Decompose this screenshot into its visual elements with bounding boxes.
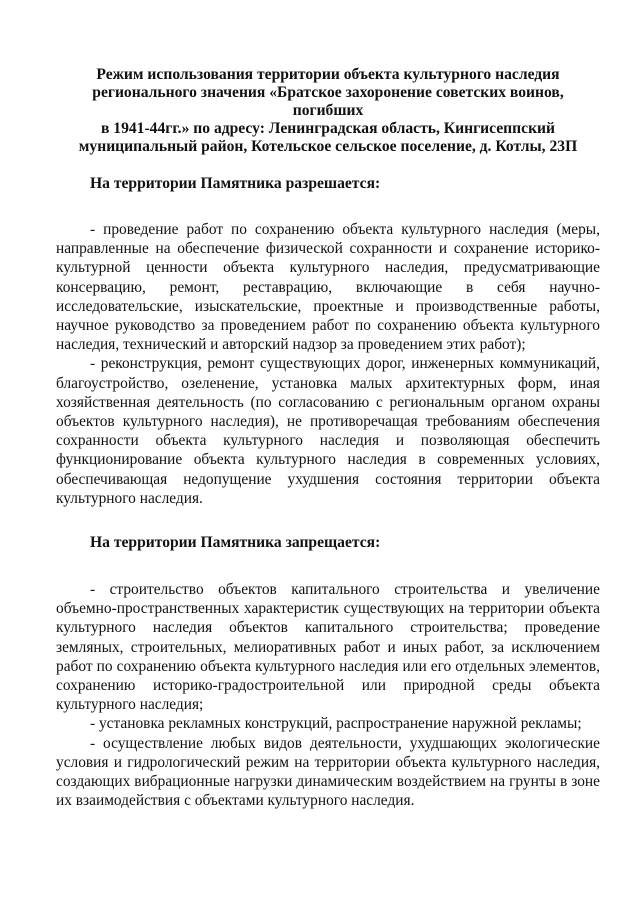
document-title [56, 66, 600, 156]
title-line: муниципальный район, Котельское сельское поселение, д. Котлы, 23П [78, 138, 578, 155]
prohibited-item: - установка рекламных конструкций, распространение наружной рекламы; [90, 715, 582, 733]
title-line: в 1941-44гг.» по адресу: Ленинградская область, Кингисеппский [100, 120, 556, 137]
prohibited-item: - строительство объектов капитального строительства и увеличение объемно-пространственных характеристик существующих на территории объекта культурного наследия объектов капитального строительства; проведение земляных, строительных, мелиоративных работ и иных работ, за исключением работ по сохранению объекта культурного наследия или его отдельных элементов, сохранению историко-градостроительной или природной среды объекта культурного наследия; [56, 581, 600, 714]
title-line: регионального значения «Братское захоронение советских воинов, погибших [92, 84, 564, 119]
permitted-item: - проведение работ по сохранению объекта культурного наследия (меры, направленные на обеспечение физической сохранности и сохранение историко-культурной ценности объекта культурного наследия, предусматривающие консервацию, ремонт, реставрацию, включающие в себя научно-исследовательские, изыскательские, проектные и производственные работы, научное руководство за проведением работ по сохранению объекта культурного наследия, технический и авторский надзор за проведением этих работ); [56, 221, 600, 354]
title-line: Режим использования территории объекта культурного наследия [96, 66, 560, 83]
prohibited-item: - осуществление любых видов деятельности, ухудшающих экологические условия и гидрологический режим на территории объекта культурного наследия, создающих вибрационные нагрузки динамическим воздействием на грунты в зоне их взаимодействия с объектами культурного наследия. [56, 734, 600, 810]
permitted-item: - реконструкция, ремонт существующих дорог, инженерных коммуникаций, благоустройство, озеленение, установка малых архитектурных форм, иная хозяйственная деятельность (по согласованию с региональным органом охраны объектов культурного наследия), не противоречащая требованиям обеспечения сохранности объекта культурного наследия и позволяющая обеспечить функционирование объекта культурного наследия в современных условиях, обеспечивающая недопущение ухудшения состояния территории объекта культурного наследия. [56, 355, 600, 507]
prohibited-heading: На территории Памятника запрещается: [90, 534, 381, 552]
permitted-heading: На территории Памятника разрешается: [90, 175, 381, 192]
